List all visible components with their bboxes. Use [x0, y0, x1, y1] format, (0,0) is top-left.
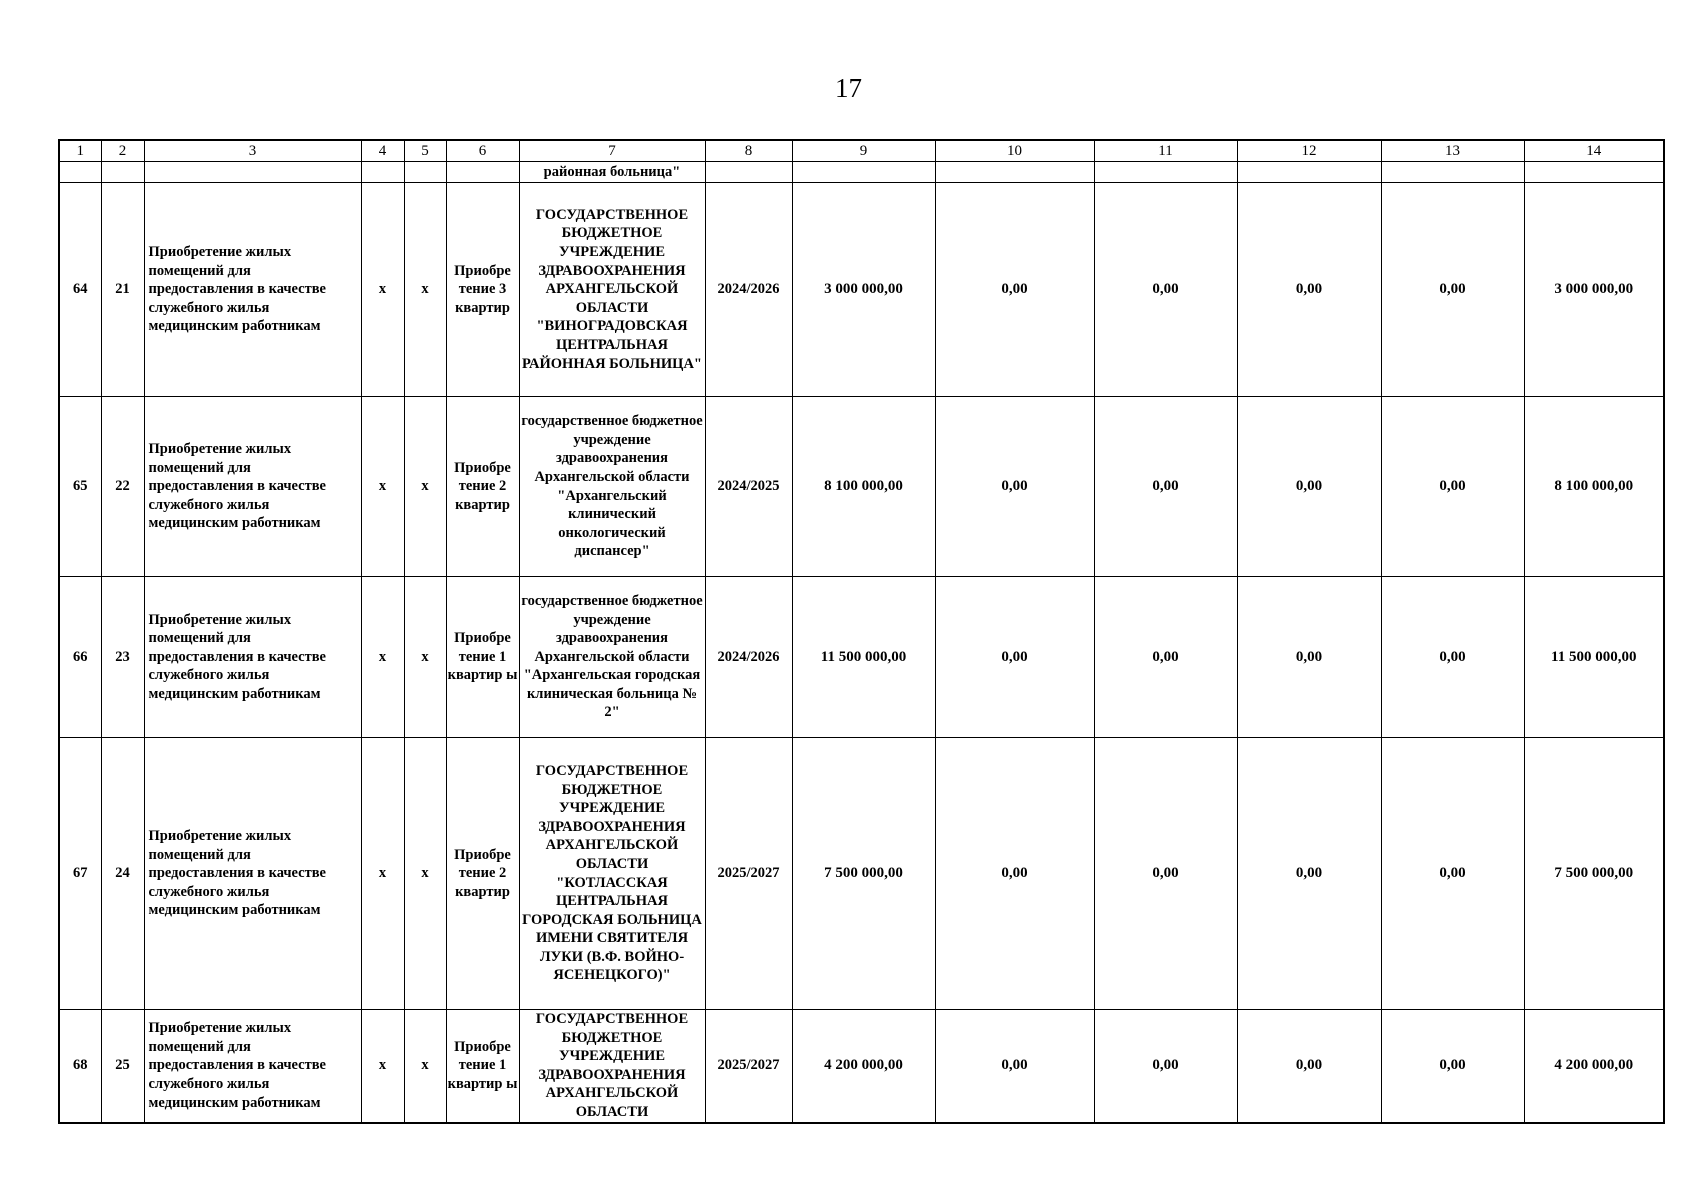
row-number: 68 [59, 1010, 101, 1123]
organization-cell: государственное бюджетное учреждение здравоохранения Архангельской области "Архангельский клинический онкологический диспансер" [519, 397, 705, 577]
amount-col13: 0,00 [1381, 397, 1524, 577]
cell-col5: х [404, 1010, 446, 1123]
column-header: 11 [1094, 140, 1237, 162]
row-number: 67 [59, 738, 101, 1010]
item-number: 25 [101, 1010, 144, 1123]
organization-cell: ГОСУДАРСТВЕННОЕ БЮДЖЕТНОЕ УЧРЕЖДЕНИЕ ЗДРАВООХРАНЕНИЯ АРХАНГЕЛЬСКОЙ ОБЛАСТИ "ВИНОГРАДОВСКАЯ ЦЕНТРАЛЬНАЯ РАЙОННАЯ БОЛЬНИЦА" [519, 183, 705, 397]
organization-cell: государственное бюджетное учреждение здравоохранения Архангельской области "Архангельская городская клиническая больница № 2" [519, 577, 705, 738]
organization-cell: ГОСУДАРСТВЕННОЕ БЮДЖЕТНОЕ УЧРЕЖДЕНИЕ ЗДРАВООХРАНЕНИЯ АРХАНГЕЛЬСКОЙ ОБЛАСТИ "КОТЛАССКАЯ ЦЕНТРАЛЬНАЯ ГОРОДСКАЯ БОЛЬНИЦА ИМЕНИ СВЯТИТЕЛЯ ЛУКИ (В.Ф. ВОЙНО-ЯСЕНЕЦКОГО)" [519, 738, 705, 1010]
amount-col12: 0,00 [1237, 183, 1381, 397]
amount-col14: 3 000 000,00 [1524, 183, 1664, 397]
column-header: 4 [361, 140, 404, 162]
action-cell: Приобре тение 2 квартир [446, 738, 519, 1010]
amount-col14: 11 500 000,00 [1524, 577, 1664, 738]
organization-cell: ГОСУДАРСТВЕННОЕ БЮДЖЕТНОЕ УЧРЕЖДЕНИЕ ЗДРАВООХРАНЕНИЯ АРХАНГЕЛЬСКОЙ ОБЛАСТИ [519, 1010, 705, 1123]
amount-col10: 0,00 [935, 1010, 1094, 1123]
column-header: 14 [1524, 140, 1664, 162]
amount-col11: 0,00 [1094, 577, 1237, 738]
cell-col5: х [404, 397, 446, 577]
item-number: 24 [101, 738, 144, 1010]
column-header: 2 [101, 140, 144, 162]
table-row [59, 738, 1664, 1010]
cell-col4: х [361, 1010, 404, 1123]
column-header: 5 [404, 140, 446, 162]
amount-col13: 0,00 [1381, 183, 1524, 397]
amount-col14: 4 200 000,00 [1524, 1010, 1664, 1123]
action-cell: Приобре тение 1 квартир ы [446, 1010, 519, 1123]
action-cell: Приобре тение 1 квартир ы [446, 577, 519, 738]
amount-col12: 0,00 [1237, 397, 1381, 577]
amount-col11: 0,00 [1094, 738, 1237, 1010]
item-description: Приобретение жилых помещений для предоставления в качестве служебного жилья медицинским работникам [144, 577, 361, 738]
column-header: 1 [59, 140, 101, 162]
column-header: 3 [144, 140, 361, 162]
column-header: 12 [1237, 140, 1381, 162]
cell-col4: х [361, 183, 404, 397]
action-cell: Приобре тение 2 квартир [446, 397, 519, 577]
amount-col11: 0,00 [1094, 1010, 1237, 1123]
item-description: Приобретение жилых помещений для предоставления в качестве служебного жилья медицинским работникам [144, 183, 361, 397]
column-header: 10 [935, 140, 1094, 162]
amount-col13: 0,00 [1381, 738, 1524, 1010]
amount-col14: 8 100 000,00 [1524, 397, 1664, 577]
amount-col12: 0,00 [1237, 738, 1381, 1010]
cell-col5: х [404, 738, 446, 1010]
amount-col9: 7 500 000,00 [792, 738, 935, 1010]
table-row [59, 397, 1664, 577]
table-row [59, 183, 1664, 397]
column-header: 6 [446, 140, 519, 162]
item-description: Приобретение жилых помещений для предоставления в качестве служебного жилья медицинским работникам [144, 397, 361, 577]
organization-cell-continued: районная больница" [519, 162, 705, 183]
amount-col13: 0,00 [1381, 577, 1524, 738]
amount-col12: 0,00 [1237, 577, 1381, 738]
row-number: 64 [59, 183, 101, 397]
item-number: 22 [101, 397, 144, 577]
period-cell: 2025/2027 [705, 738, 792, 1010]
column-header: 7 [519, 140, 705, 162]
amount-col9: 3 000 000,00 [792, 183, 935, 397]
amount-col10: 0,00 [935, 577, 1094, 738]
amount-col14: 7 500 000,00 [1524, 738, 1664, 1010]
page-number: 17 [835, 73, 862, 103]
table-row [59, 1010, 1664, 1123]
column-number-header-row [59, 140, 1664, 162]
period-cell: 2024/2025 [705, 397, 792, 577]
cell-col4: х [361, 397, 404, 577]
column-header: 8 [705, 140, 792, 162]
item-number: 23 [101, 577, 144, 738]
item-description: Приобретение жилых помещений для предоставления в качестве служебного жилья медицинским работникам [144, 1010, 361, 1123]
amount-col12: 0,00 [1237, 1010, 1381, 1123]
amount-col11: 0,00 [1094, 397, 1237, 577]
amount-col10: 0,00 [935, 397, 1094, 577]
column-header: 13 [1381, 140, 1524, 162]
row-number: 66 [59, 577, 101, 738]
amount-col10: 0,00 [935, 738, 1094, 1010]
item-number: 21 [101, 183, 144, 397]
amount-col10: 0,00 [935, 183, 1094, 397]
period-cell: 2025/2027 [705, 1010, 792, 1123]
cell-col4: х [361, 577, 404, 738]
item-description: Приобретение жилых помещений для предоставления в качестве служебного жилья медицинским работникам [144, 738, 361, 1010]
investment-table [58, 139, 1665, 1124]
column-header: 9 [792, 140, 935, 162]
row-number: 65 [59, 397, 101, 577]
cell-col5: х [404, 577, 446, 738]
period-cell: 2024/2026 [705, 183, 792, 397]
continuation-row [59, 162, 1664, 183]
period-cell: 2024/2026 [705, 577, 792, 738]
amount-col9: 4 200 000,00 [792, 1010, 935, 1123]
amount-col9: 11 500 000,00 [792, 577, 935, 738]
action-cell: Приобре тение 3 квартир [446, 183, 519, 397]
cell-col4: х [361, 738, 404, 1010]
amount-col13: 0,00 [1381, 1010, 1524, 1123]
cell-col5: х [404, 183, 446, 397]
amount-col11: 0,00 [1094, 183, 1237, 397]
amount-col9: 8 100 000,00 [792, 397, 935, 577]
table-row [59, 577, 1664, 738]
